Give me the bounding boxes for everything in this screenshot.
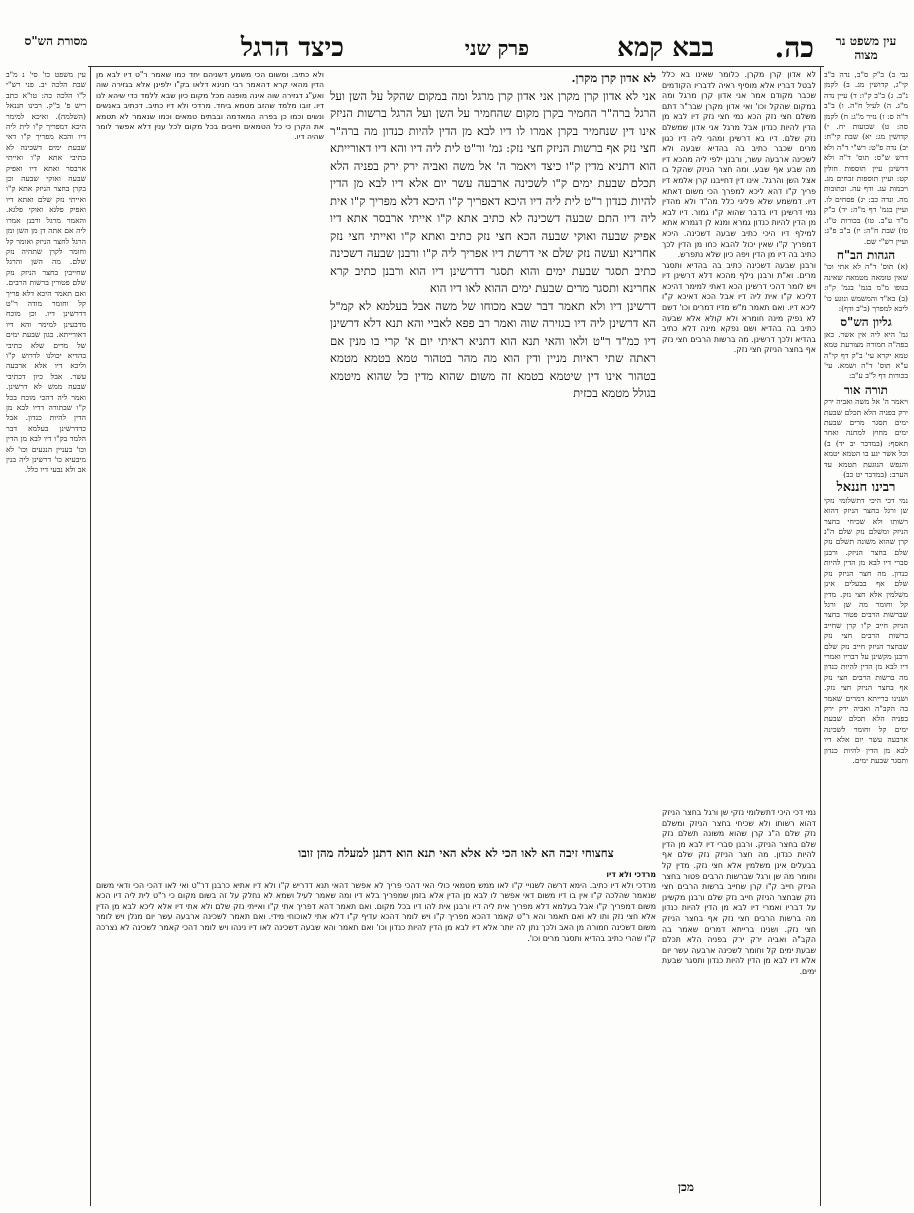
right-commentary-text-2: ורבנן שבעה דשכינה כתיב בה בהדיא ותסגר מרים. וא"ת ורבנן נילף מהכא דלא דרשינן דיו ויש לומר דהכי דרשינן הכא דאתי למימר דהיכא דליכא ק"ו אית ליה דיו אבל הכא דאיכא ק"ו ליכא דיו. ואם תאמר מ"ש מדיו דמרים וכו' דשם לא נפיק מינה חומרא ולא קולא אלא שבעה כתיב בה בהדיא ושם נפקא מינה דלא כתיב בהדיא ולכך דרשינן. מה ברשות הרבים חצי נזק אף בחצר הניזק חצי נזק. (662, 260, 816, 355)
gemara-column (330, 70, 656, 840)
gilyon-text: גמ' היא ליה אין אשר. כאן בפה"ה חמורה מצורעת טמא טמא יקרא עי' ב"ק דף קי"ה ע"א תוס' ד"ה ושמא. עי' בכורות דף ל"ב ע"ב: (824, 329, 908, 381)
masoret-text: גבי ב) ב"ק ס"ב, נדה ב"ב קי"ג, קדושין מג. ב) לקמן נ"ב. ג) ב"ב ק"ו: ד) עיין נדה מ"ג. ה) לעיל ח"ה. ו) ב"ב ד"ה ס: ז) נזיר מ"ג: ח) לקמן סה: ט) שבועות יח. י) קדושין מג: יא) שבת קי"ח: יב) נדה פ"ט: רש"י ד"ה ולא דרש ש"ס: תוס' ד"ה ולא דרשינן עיין תוספות חולין קט: ועיין תוספות זבחים מג. ויבמות עג. ודף עה. וכתובות מה. ונדה כב: יג) פסחים לו. ועיין בגמ' דף מ"ה: יד) ב"ק מ"ד ע"ב. טו) בכורות ט"ז. טז) שבת ח"ה: יז) ב"ב פ"ג: ועיין רש"י שם. (824, 70, 908, 246)
gemara-closing-text: צחצוחי זיבה הא לאו הכי לא אלא האי תנא הוא דתנן למעלה מהן זובו (298, 846, 614, 860)
left-commentary-column (96, 70, 324, 840)
rabbenu-chananel-heading: רבינו חננאל (836, 480, 896, 496)
left-margin-text: עין משפט כו' סי' נ מ"ב שבת הלכה יב. פני רש"י ל"ו הלכה כה: טו"א כתב ריש פ' ב"ק. רבינו חננאל (השלמה). ואיכא למימר היכא דמפריך ק"ו לית ליה דיו והכא מפריך ק"ו דאי שבעת ימים דשכינה לא כתיבי אתא ק"ו ואייתי ארבסר ואתא דיו ואפיק שבעה ואוקי שבעה וכן בקרן בחצר הניזק אתא ק"ו ואייתי נזק שלם ואתא דיו ואפיק פלגא ואוקי פלגא. והאמר מרגל ורבנן אמרו ליה אם אתה דן מן השן ומן הרגל לחצר הניזק ואומר קל וחומר לקרן שתהיה נזק שלם. מה השן והרגל שחייבין בחצר הניזק נזק שלם פטורין ברשות הרבים. ואם תאמר היכא דלא פריך קל וחומר מודה ר"ט דדרשינן דיו. וכן מוכח מדבעינן למימר והא דיו דאורייתא. כגון שבעת ימים של מרים שלא כתיבי בהדיא יכולנו לדרוש ק"ו וליכא דיו אלא ארבעה עשר. אבל כיון דכתיבי שבעה ממש לא דרשינן. ואמר ליה דהכי מוכח בכל ק"ו שבתורה דדיו לבא מן הדין להיות כנדון. אבל כדדרשינן בעלמא דבר הלמד בק"ו דיו לבא מן הדין וכו' בעניין הנגעים וכו' לא מיבעיא כו' דרשינן ליה בנין אב ולא נבעי דיו כלל. (6, 70, 86, 475)
left-margin-column (6, 70, 86, 1200)
ein-mishpat-heading: עין משפט נר מצוה (835, 34, 897, 62)
gemara-intro: לא אדון קרן מקרן. (571, 71, 656, 85)
tractate-title: בבא קמא (617, 33, 714, 63)
gemara-text-2: דרשינן דיו ולא תאמר דבר שבא מכוחו של משה אבל בעלמא לא קמ"ל הא דרשינן ליה דיו בגזירה שוה ואמר רב פפא לאביי והא תנא דלא דרשינן דיו כמ"ד ר"ט ולאו והאי תנא הוא דתניא ראיתי יום א' קרי בו מנין אם ראתה שתי ראיות מניין ודין הוא מה מהר בטהור טמא בטמא מטמא בטהור אינו דין שיטמא בטמא זה משום שהוא מדין כל שהוא מיטמא בגולל מטמא בכזית (330, 298, 656, 400)
torah-or-text: ויאמר ה' אל משה ואביה ירק ירק בפניה הלא תכלם שבעת ימים תסגר מרים שבעת ימים מחוץ למחנה ואחר תאסף: (במדבר יב יד) ב) וכל אשר יגע בו הטמא יטמא והנפש הנוגעת תטמא עד הערב: (במדבר יט כב) (824, 397, 908, 480)
bottom-commentary-lead: מרדכי ולא דיו (606, 870, 656, 879)
catchword: מכן (677, 1180, 694, 1194)
chapter-title: כיצד הרגל (240, 33, 344, 63)
header-rule (88, 66, 824, 67)
right-lower-commentary (662, 808, 816, 1200)
bottom-commentary-column (96, 870, 656, 1170)
gemara-text: אני לא אדון קרן מקרן אני אדון קרן מרגל ומה במקום שהקל על השן ועל הרגל ברה"ר החמיר בקרן מקום שהחמיר על השן ועל הרגל ברשות הניזק אינו דין שנחמיר בקרן אמרו לו דיו לבא מן הדין להיות כנדון מה ברה"ר חצי נזק אף ברשות הניזק חצי נזק: גמ' ור"ט לית ליה דיו והא דיו דאורייתא הוא דתניא מדין ק"ו כיצד ויאמר ה' אל משה ואביה ירק ירק בפניה הלא תכלם שבעת ימים ק"ו לשכינה ארבעה עשר יום אלא דיו לבא מן הדין להיות כנדון ר"ט לית ליה דיו היכא דאפריך ק"ו היכא דלא מפריך ק"ו אית ליה דיו התם שבעה דשכינה לא כתיב אתא ק"ו אייתי ארבסר אתא דיו אפיק שבעה ואוקי שבעה הכא חצי נזק כתיב ואתא ק"ו ואייתי חצי נזק אחרינא ועשה נזק שלם אי דרשת דיו אפריך ליה ק"ו ורבנן שבעה דשכינה כתיב תסגר שבעת ימים והוא תסגר דדרשינן דיו הוא ורבנן כתיב קרא אחרינא ותסגר מרים שבעת ימים ההוא לאו דיו הוא (330, 88, 656, 295)
hagahot-text: (א) תוס' ד"ה לא אתי וכו' שאין טומאה מטמאה שאינה בגופו מ"מ בגמ' בגמ' ק"ו: (ב) בא"ד והמשמש ונוגע כו' ליכא למפרך (ב"ב ודף): (824, 262, 908, 313)
right-lower-commentary-text: נמי דכי היכי דתשלומי נזקי שן ורגל בחצר הניזק דהוא רשותו ולא שכיחי בחצר הניזק ומשלם נזק שלם ה"נ קרן שהוא משונה תשלם נזק שלם בחצר הניזק. ורבנן סברי דיו לבא מן הדין להיות כנדון. מה חצר הניזק נזק שלם אף בבעלים אינן משלמין אלא חצי נזק. מדין קל וחומר מה שן ורגל שברשות הרבים פטור בחצר הניזק חייב ק"ו קרן שחייב ברשות הרבים חצי נזק שבחצר הניזק חייב נזק שלם ורבנן מקשינן על דבריו ואמרי דיו לבא מן הדין להיות כנדון מה ברשות הרבים חצי נזק אף בחצר הניזק חצי נזק. ושנינו ברייתא דמרים שאמר בה הקב"ה ואביה ירק ירק בפניה הלא תכלם שבעת ימים קל וחומר לשכינה ארבעה עשר יום אלא דיו לבא מן הדין להיות כנדון ותסגר שבעת ימים. (662, 808, 816, 976)
hagahot-heading: הגהות הב"ח (836, 247, 896, 262)
daf-number: כה. (774, 31, 814, 64)
column-rule-right (820, 66, 821, 1206)
torah-or-heading: תורה אור (843, 382, 889, 397)
right-commentary-text: לא אדון קרן מקרן. כלומר שאינו בא כלל לבטל דבריו אלא מוסיף ראיה לדבריו הקודמים שכבר מקודם אמר אני אדון קרן מרגל ומה במקום שהקל וכו' ואי אדון מקרן שבר"ר דתם משלם חצי נזק הכא נמי חצי נזק דיו לבא מן הדין להיות כנדון אבל מרגל אני אדון שמשלם נזק שלם. דיו בא דרשינן ומהני ליה דיו כגון מרים שכבר כתיב בה בהדיא שבעה ולא לשכינה ארבעה עשר, ורבנן ילפי ליה מהכא דיו מה שבע אף שבע. ומה חצר הניזק שהקל בו אצל השן והרגל. אינו דין דחייבנו קרן אלמא דיו פריך ק"ו דהא ליכא למפרך הכי משום דאתא דיו. דמשמע שלא פליגי כלל מה"ד ולא מהדין נמי דרשינן דיו בדבר שהוא ק"ו גמור. דיו לבא מן הדין להיות כנדון גמרא ומנא לן דגמרא אתא למילף דיו היכי כתיב שבעה דשכינה. היכא דמפריך ק"ו שאין יכול להבא כחו מן הדין לכך כתיב בה דיו מן הדין ויפה כיון שלא נתפרש. (662, 70, 816, 260)
right-commentary-column (662, 70, 816, 800)
rabbenu-chananel-text: נמי דכי היכי דתשלומי נזקי שן ורגל בחצר הניזק דהוא רשותו ולא שכיחי בחצר הניזק ומשלם נזק שלם ה"נ קרן שהוא משונה תשלם נזק שלם בחצר הניזק. ורבנן סברי דיו לבא מן הדין להיות כנדון. מה חצר הניזק נזק שלם אף בבעלים אינן משלמין אלא חצי נזק. מדין קל וחומר מה שן ורגל שברשות הרבים פטור בחצר הניזק חייב ק"ו קרן שחייב ברשות הרבים חצי נזק שבחצר הניזק חייב נזק שלם ורבנן מקשינן על דבריו ואמרי דיו לבא מן הדין להיות כנדון מה ברשות הרבים חצי נזק אף בחצר הניזק חצי נזק. ושנינו ברייתא דמרים שאמר בה הקב"ה ואביה ירק ירק בפניה הלא תכלם שבעת ימים קל וחומר לשכינה ארבעה עשר יום אלא דיו לבא מן הדין להיות כנדון ותסגר שבעת ימים. (824, 495, 908, 765)
perek-title: פרק שני (464, 36, 529, 60)
masoret-hashas-heading: מסורת הש"ס (24, 34, 88, 48)
gilyon-heading: גליון הש"ס (840, 315, 892, 330)
bottom-commentary-text: מרדכי ולא דיו כתיב. הימא דרשה לשנויי ק"ו לאו ממש מטמאי כולי האי דהכי פריך לא אפשר דהאי תנא דדריש ק"ו ולא דיו אתיא כרבנן דר"ט ואי לאו דהכי הכי ודאי משום שנאמר שהלכה ק"ו אין בו דיו משום דאי אפשר לו לבא מן הדין אלא בזמן שמפריך בלא דיו ומה שאמר לעיל ושמא לא נחלק על זה בשום מקום כי ר"ט לית ליה דיו הכא משום דמפריך ק"ו אבל בעלמא דלא מפריך אית ליה דיו ורבנן אית להו דיו בכל מקום. ואם תאמר דהא דפריך אתי ק"ו ואייתי נזק שלם ולא אתי דיו אלא ליכא לבא מן הדין אלא חצי נזק ותו לא ואם תאמר והא ר"ט קאמר דהכא מפריך ק"ו ויש לומר דהכא עדיף ק"ו דלא אתי לאוכוחי מידי. ואם תאמר לשכינה ארבעה עשר יום מנלן ויש לומר משום דשכינה חמורה מן האב ולכך נתן לה יותר אלא דיו לבא מן הדין להיות כנדון וכו' ואם תאמר והא שבעה דשכינה לאו דיו נינהו ויש לומר דהכי קאמר לשכינה לא נצרכה ק"ו שהרי כתיב בהדיא ותסגר מרים וכו'. (96, 880, 656, 943)
right-margin-column (824, 70, 908, 1200)
column-rule-left (90, 66, 91, 1206)
left-commentary-text: ולא כתיב. ומשום הכי משמע דשניהם יחד כמו שאמר ר"ט דיו לבא מן הדין מהאי קרא דהאמר רבי חנינא דלאו בק"ו ילפינן אלא בגזירה שוה ואע"ג דגזירה שוה אינה מופנה מכל מקום כיון שבא ללמד כדי שיהא לנו דיו. זובו מלמד שהזב מטמא ביחד. מרדכי ולא דיו כתיב. דכתיב באנשים ונשים וכמו כן בפרה המאדמה ובבתים טמאים וכמו שנאמר לא תטמא את הקרן כי כל הטמאים חייבים בכל מקום לכל ענין דלא אפשר לומר שהיה דיו. (96, 70, 324, 142)
